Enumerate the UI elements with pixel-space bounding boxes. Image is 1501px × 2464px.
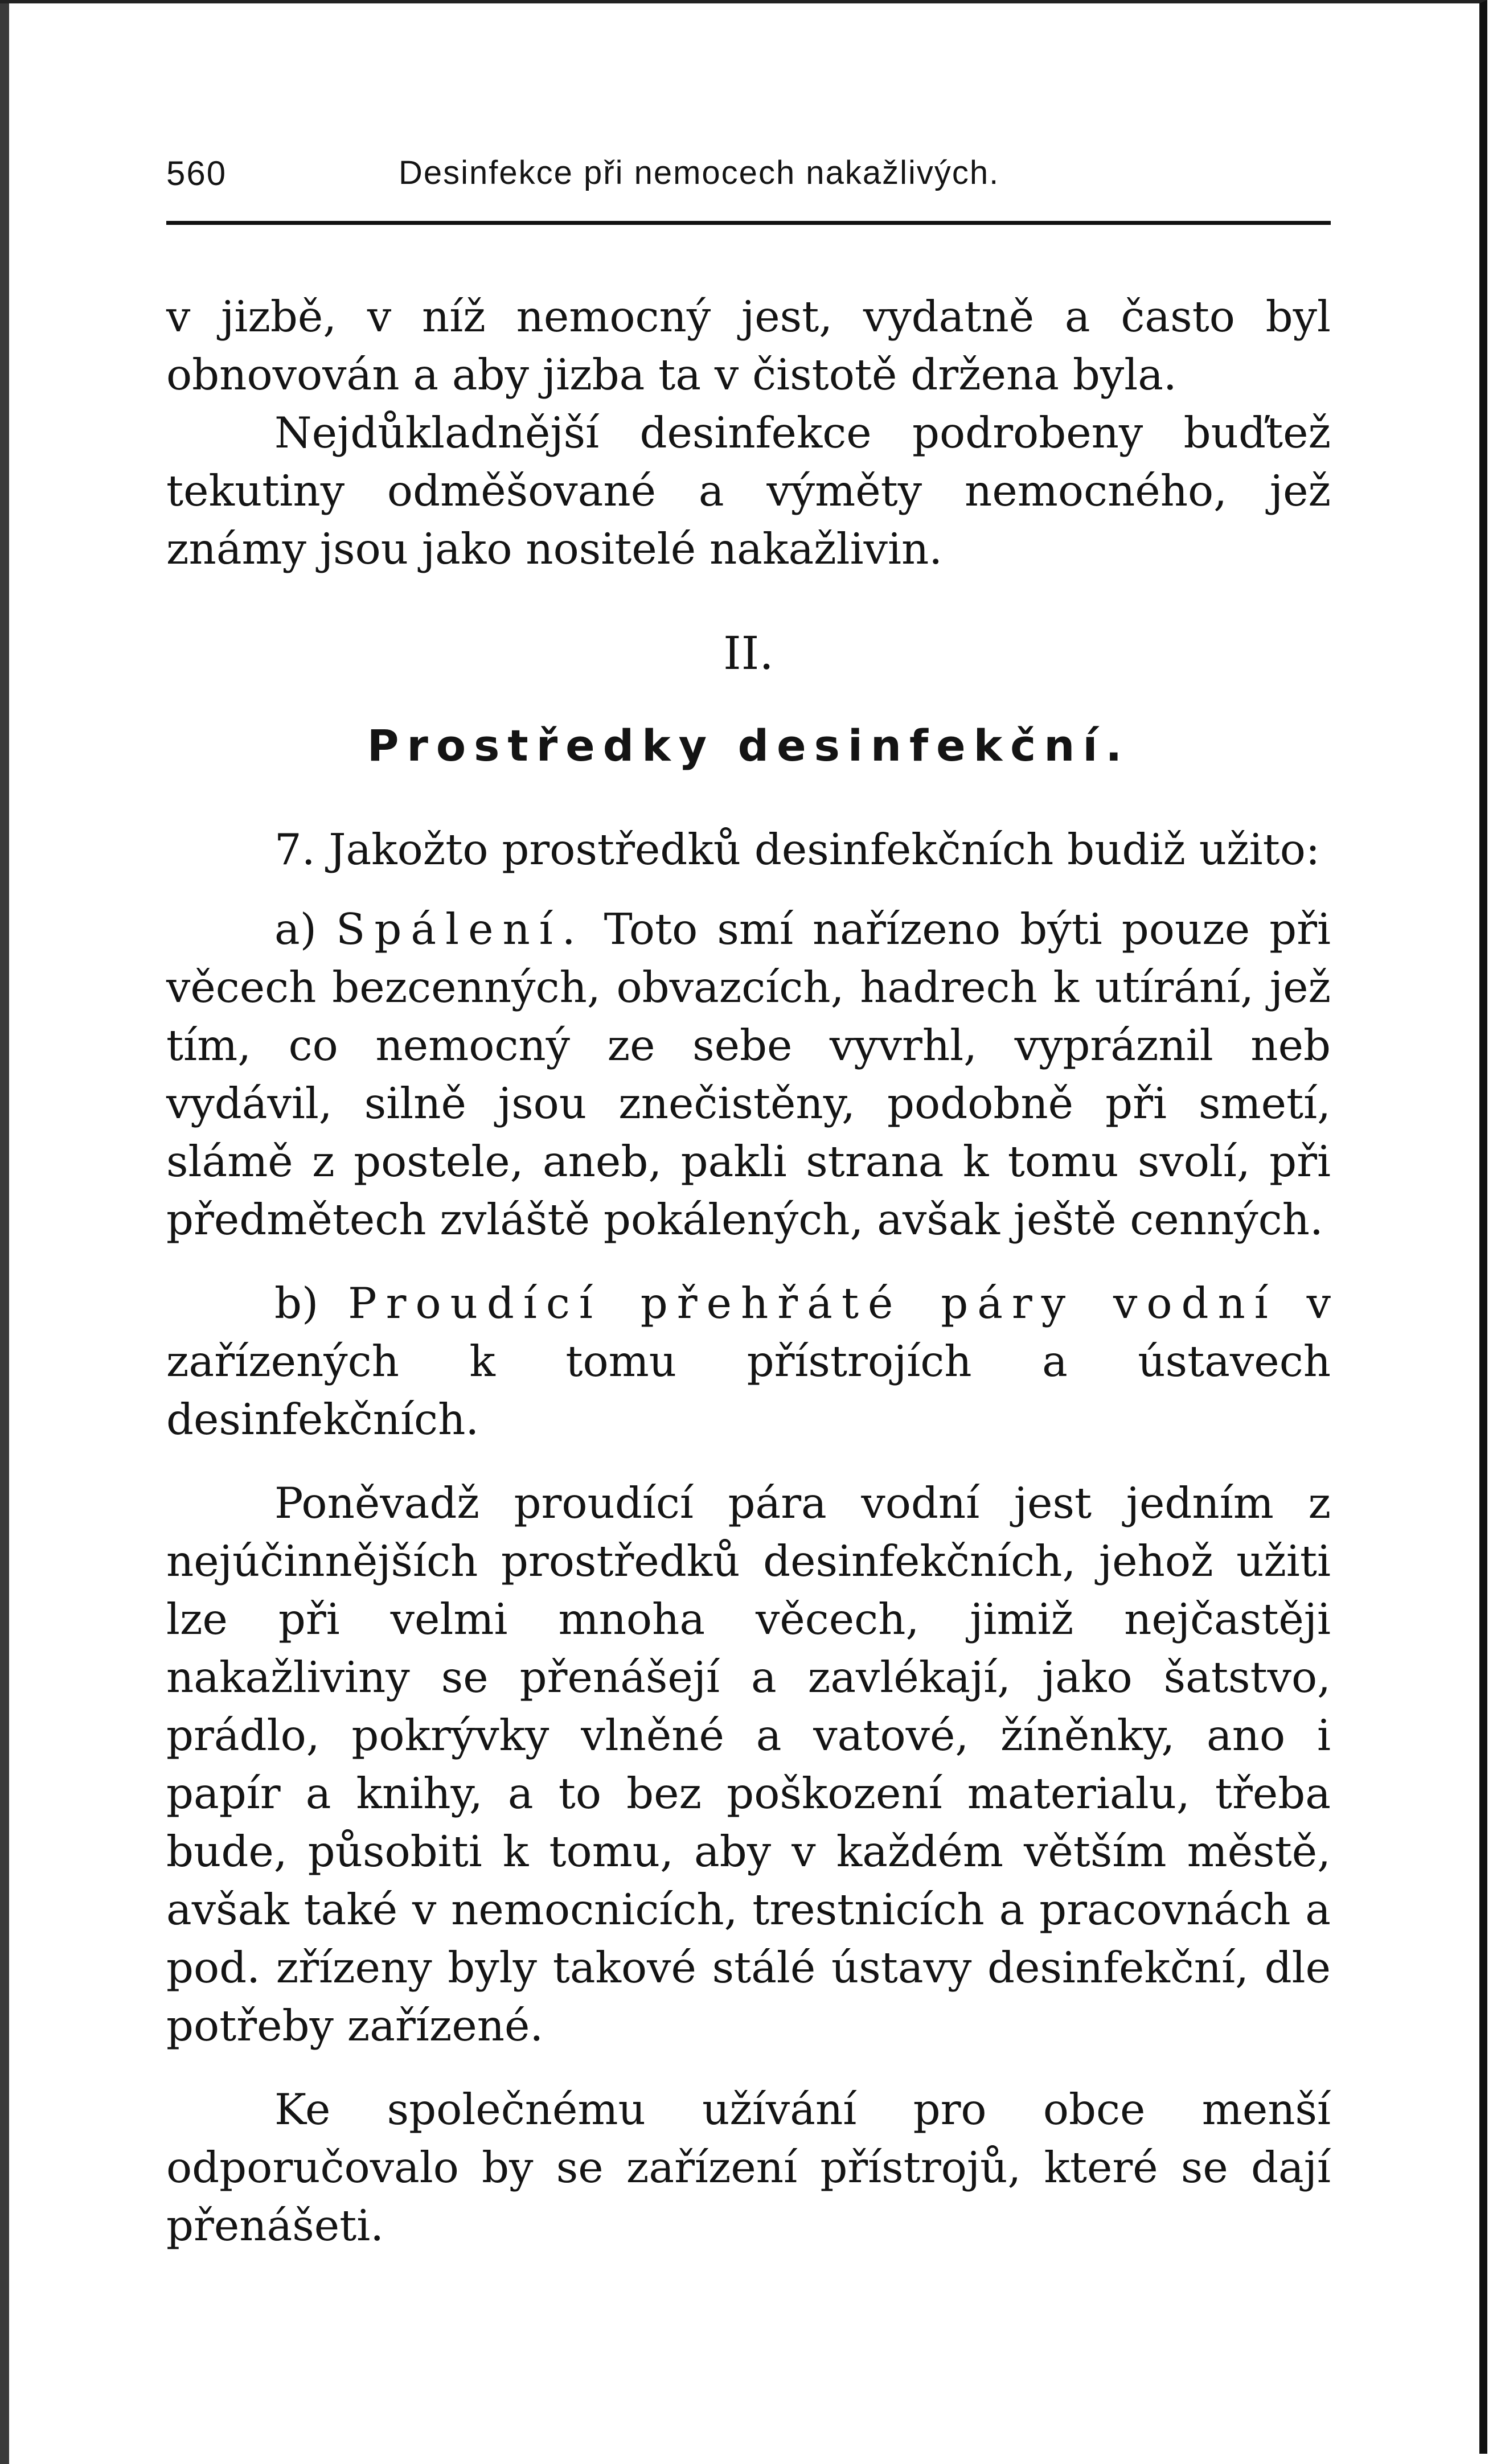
item-a-term: Spálení.	[336, 904, 585, 954]
paragraph-continuation: v jizbě, v níž nemocný jest, vydatně a často byl obnovován a aby jizba ta v čistotě držena byla.	[166, 291, 1331, 400]
paragraph-common-use: Ke společnému užívání pro obce menší odporučovalo by se zařízení přístrojů, které se dají přenášeti.	[166, 2084, 1331, 2251]
section-title: Prostředky desinfekční.	[367, 720, 1130, 771]
item-a-text: Toto smí nařízeno býti pouze při věcech bezcenných, obvazcích, hadrech k utírání, jež tím, co nemocný ze sebe vyvrhl, vypráznil neb vydávil, silně jsou znečistěny, podobně při smetí, slámě z postele, aneb, pakli strana k tomu svolí, při předmětech zvláště pokálených, avšak ještě cenných.	[166, 904, 1331, 1245]
item-b-term: Proudící přehřáté páry vodní	[348, 1278, 1277, 1328]
item-a-label: a)	[274, 904, 317, 954]
page-header	[166, 154, 1331, 211]
item-b	[166, 1274, 1331, 1448]
section-number: II.	[723, 627, 774, 680]
page-number: 560	[166, 154, 227, 192]
item-a	[166, 900, 1331, 1249]
paragraph-steam: Poněvadž proudící pára vodní jest jedním z nejúčinnějších prostředků desinfekčních, jehož užiti lze při velmi mnoha věcech, jimiž nejčastěji nakažliviny se přenášejí a zavlékají, jako šatstvo, prádlo, pokrývky vlněné a vatové, žíněnky, ano i papír a knihy, a to bez poškození materialu, třeba bude, působiti k tomu, aby v každém větším městě, avšak také v nemocnicích, trestnicích a pracovnách a pod. zřízeny byly takové stálé ústavy desinfekční, dle potřeby zařízené.	[166, 1478, 1331, 2051]
header-rule	[166, 221, 1331, 225]
running-title: Desinfekce při nemocech nakažlivých.	[399, 154, 1000, 191]
paragraph-disinfection: Nejdůkladnější desinfekce podrobeny buďtež tekutiny odměšované a výměty nemocného, jež známy jsou jako nositelé nakažlivin.	[166, 408, 1331, 574]
body-text	[166, 288, 1331, 2254]
item-b-label: b)	[274, 1278, 319, 1328]
item-b-text: v zařízených k tomu přístrojích a ústavech desinfekčních.	[166, 1278, 1331, 1444]
item-7: 7. Jakožto prostředků desinfekčních budiž užito:	[274, 824, 1320, 874]
